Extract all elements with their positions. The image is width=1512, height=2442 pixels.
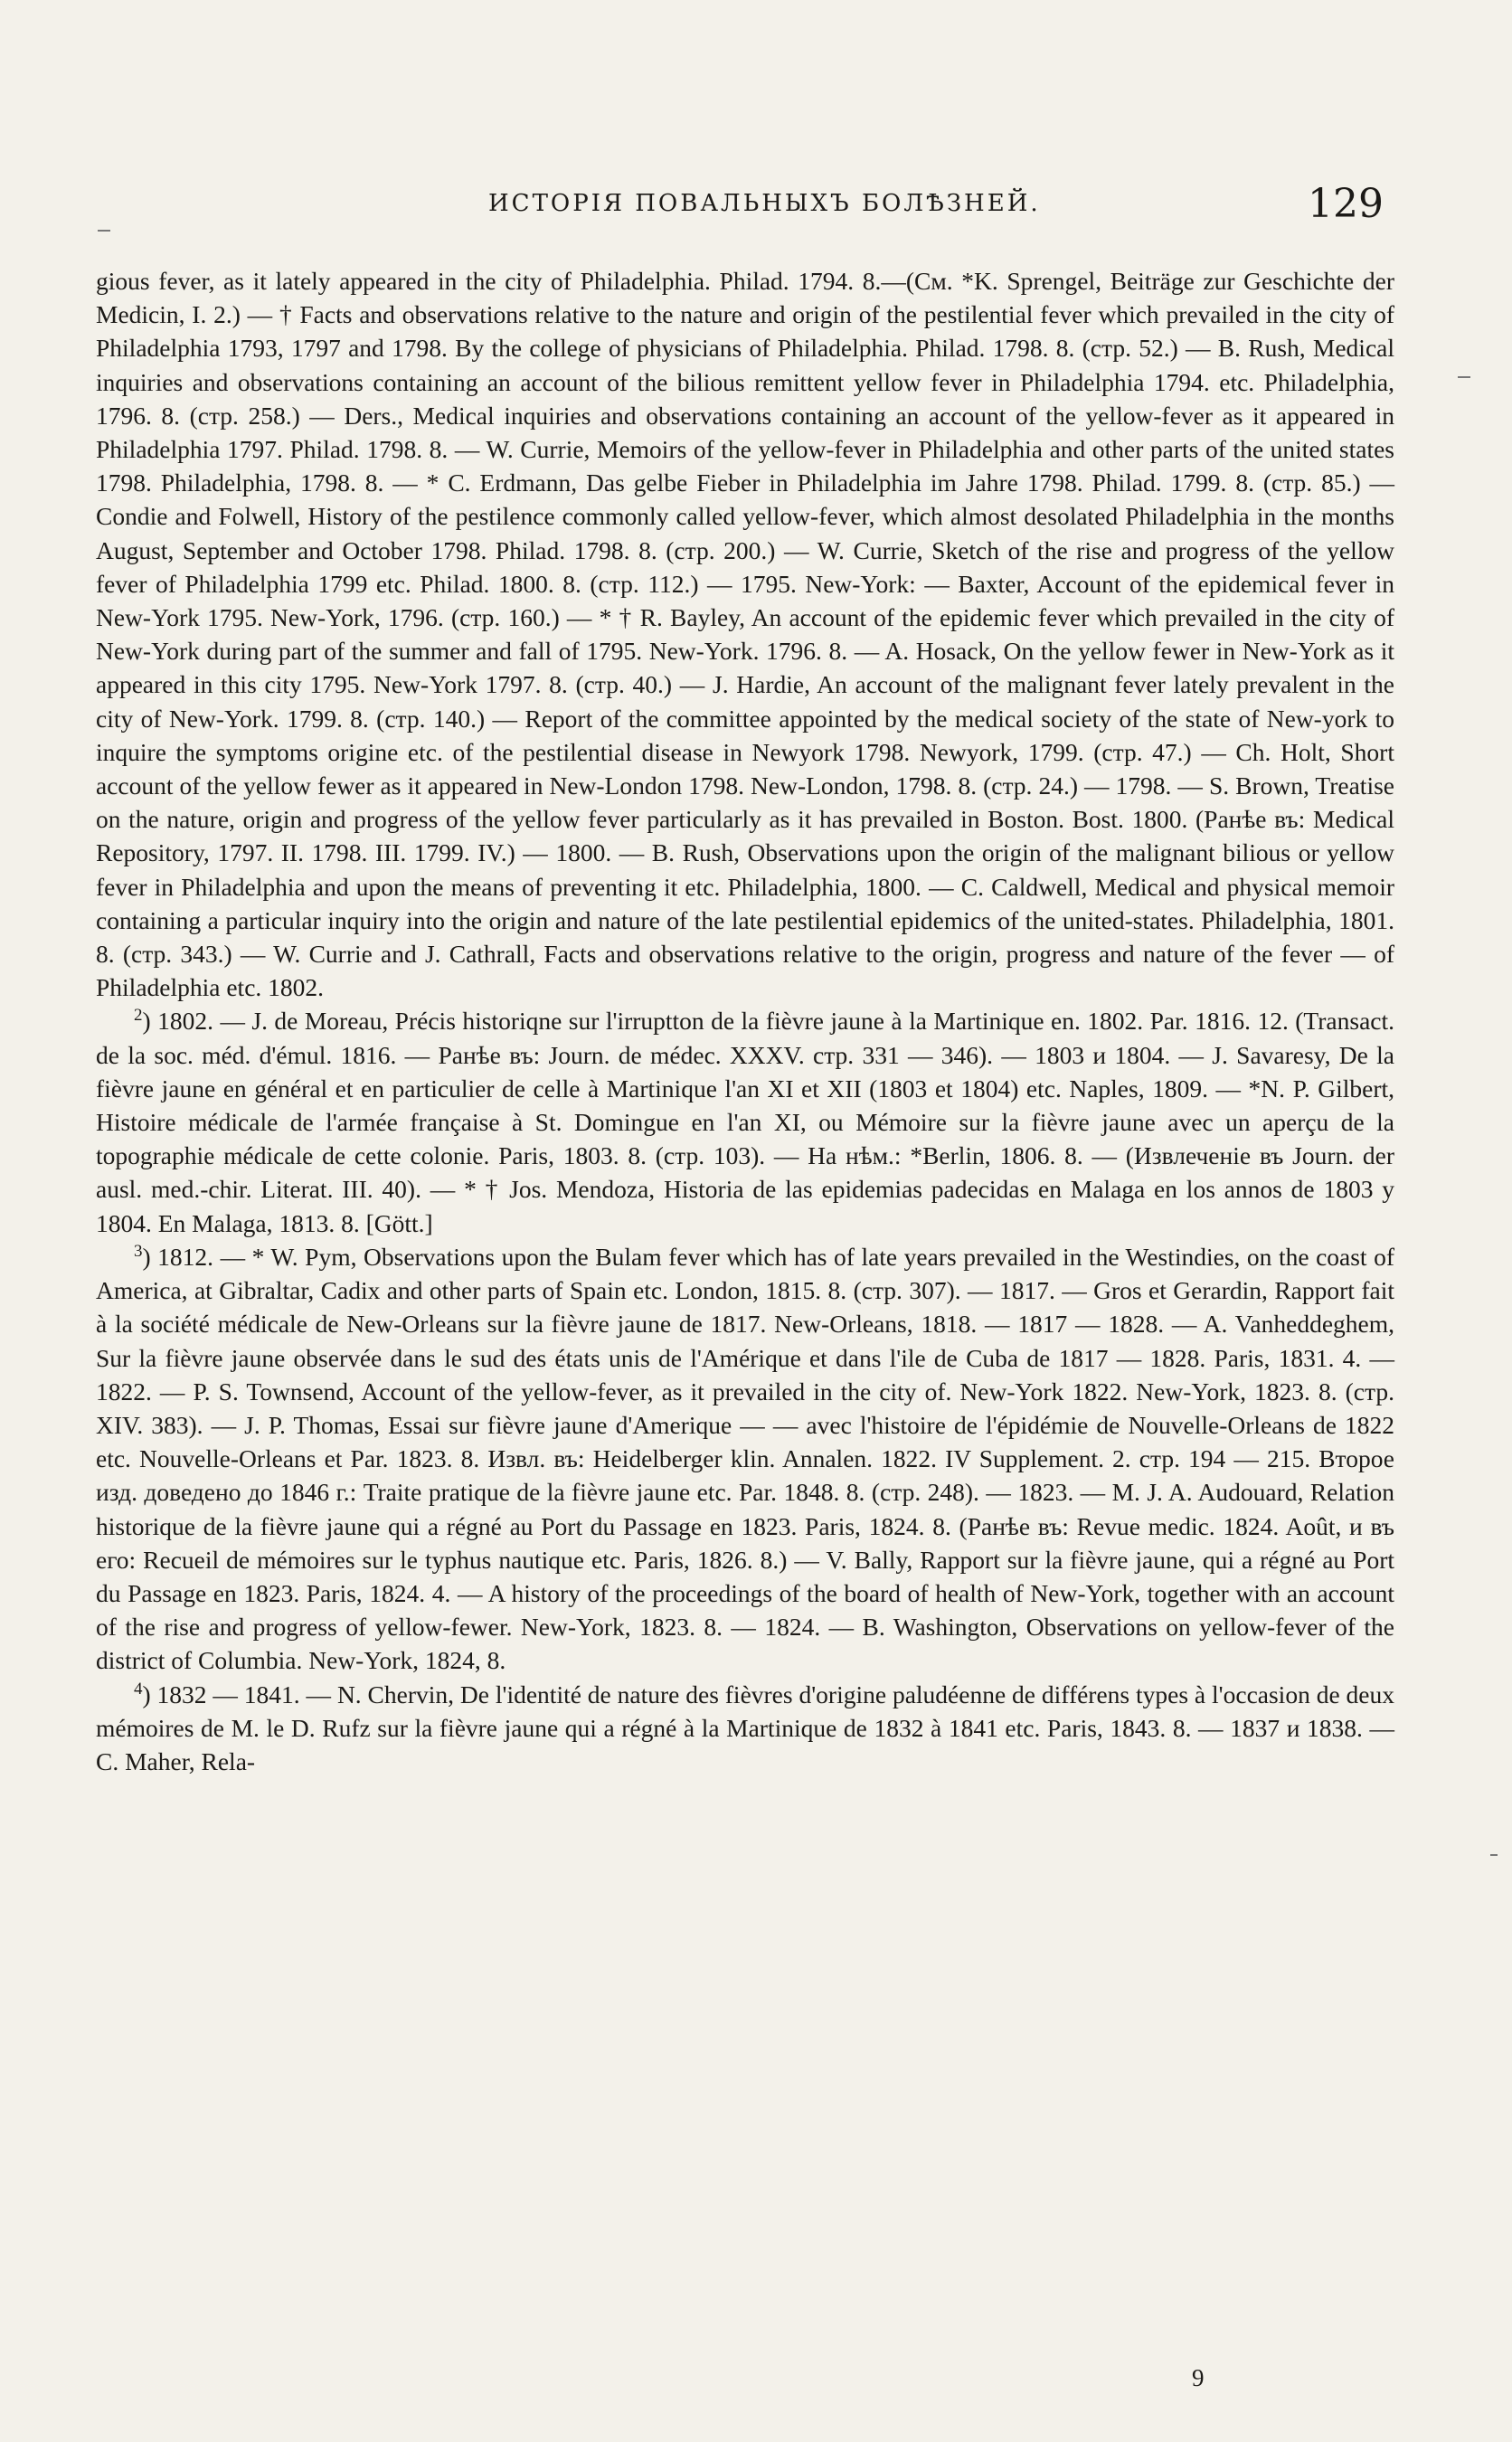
footnote-marker: 2: [134, 1006, 143, 1026]
paragraph-text: ) 1802. — J. de Moreau, Précis historiqne sur l'irruptton de la fièvre jaune à la Martinique en. 1802. Par. 1816. 12. (Transact. de la soc. méd. d'émul. 1816. — Ранѣе въ: Journ. de médec. XXXV. стр. 331 — 346). — 1803 и 1804. — J. Savaresy, De la fièvre jaune en général et en particulier de celle à Martinique l'an XI et XII (1803 et 1804) etc. Naples, 1809. — *N. P. Gilbert, Histoire médicale de l'armée française à St. Domingue en l'an XI, ou Mémoire sur la fièvre jaune avec un aperçu de la topographie médicale de cette colonie. Paris, 1803. 8. (стр. 103). — На нѣм.: *Berlin, 1806. 8. — (Извлеченіе въ Journ. der ausl. med.-chir. Literat. III. 40). — * † Jos. Mendoza, Historia de las epidemias padecidas en Malaga en los annos de 1803 y 1804. En Malaga, 1813. 8. [Gött.]: [96, 1007, 1394, 1237]
paragraph-text: ) 1812. — * W. Pym, Observations upon the Bulam fever which has of late years prevailed in the Westindies, on the coast of America, at Gibraltar, Cadix and other parts of Spain etc. London, 1815. 8. (стр. 307). — 1817. — Gros et Gerardin, Rapport fait à la société médicale de New-Orleans sur la fièvre jaune de 1817. New-Orleans, 1818. — 1817 — 1828. — A. Vanheddeghem, Sur la fièvre jaune observée dans le sud des états unis de l'Amérique et dans l'ile de Cuba de 1817 — 1828. Paris, 1831. 4. — 1822. — P. S. Townsend, Account of the yellow-fever, as it prevailed in the city of. New-York 1822. New-York, 1823. 8. (стр. XIV. 383). — J. P. Thomas, Essai sur fièvre jaune d'Amerique — — avec l'histoire de l'épidémie de Nouvelle-Orleans de 1822 etc. Nouvelle-Orleans et Par. 1823. 8. Извл. въ: Heidelberger klin. Annalen. 1822. IV Supplement. 2. стр. 194 — 215. Второе изд. доведено до 1846 г.: Traite pratique de la fièvre jaune etc. Par. 1848. 8. (стр. 248). — 1823. — M. J. A. Audouard, Relation historique de la fièvre jaune qui a régné au Port du Passage en 1823. Paris, 1824. 8. (Ранѣе въ: Revue medic. 1824. Août, и въ его: Recueil de mémoires sur le typhus nautique etc. Paris, 1826. 8.) — V. Bally, Rapport sur la fièvre jaune, qui a régné au Port du Passage en 1823. Paris, 1824. 4. — A history of the proceedings of the board of health of New-York, together with an account of the rise and progress of yellow-fewer. New-York, 1823. 8. — 1824. — B. Washington, Observations on yellow-fever of the district of Columbia. New-York, 1824, 8.: [96, 1242, 1394, 1675]
footnote-paragraph: [96, 1240, 1394, 1678]
footnote-paragraph: [96, 1004, 1394, 1239]
body-text: [96, 264, 1394, 1778]
paragraph-text: ) 1832 — 1841. — N. Chervin, De l'identité de nature des fièvres d'origine paludéenne de différens types à l'occasion de deux mémoires de M. le D. Rufz sur la fièvre jaune qui a régné à la Martinique de 1832 à 1841 etc. Paris, 1843. 8. — 1837 и 1838. — C. Maher, Rela-: [96, 1680, 1394, 1775]
footnote-marker: 4: [134, 1679, 143, 1699]
paragraph-continuation: [96, 264, 1394, 1004]
footnote-marker: 3: [134, 1241, 143, 1261]
margin-mark: [1490, 1854, 1498, 1856]
running-title: ИСТОРІЯ ПОВАЛЬНЫХЪ БОЛѢЗНЕЙ.: [488, 190, 1041, 217]
paragraph-text: gious fever, as it lately appeared in the city of Philadelphia. Philad. 1794. 8.—(См. *K. Sprengel, Beiträge zur Geschichte der Medicin, I. 2.) — † Facts and observations relative to the nature and origin of the pestilential fever which prevailed in the city of Philadelphia 1793, 1797 and 1798. By the college of physicians of Philadelphia. Philad. 1798. 8. (стр. 52.) — B. Rush, Medical inquiries and observations containing an account of the bilious remittent yellow fever in Philadelphia 1794. etc. Philadelphia, 1796. 8. (стр. 258.) — Ders., Medical inquiries and observations containing an account of the yellow-fever as it appeared in Philadelphia 1797. Philad. 1798. 8. — W. Currie, Memoirs of the yellow-fever in Philadelphia and other parts of the united states 1798. Philadelphia, 1798. 8. — * C. Erdmann, Das gelbe Fieber in Philadelphia im Jahre 1798. Philad. 1799. 8. (стр. 85.) — Condie and Folwell, History of the pestilence commonly called yellow-fever, which almost desolated Philadelphia in the months August, September and October 1798. Philad. 1798. 8. (стр. 200.) — W. Currie, Sketch of the rise and progress of the yellow fever of Philadelphia 1799 etc. Philad. 1800. 8. (стр. 112.) — 1795. New-York: — Baxter, Account of the epidemical fever in New-York 1795. New-York, 1796. (стр. 160.) — * † R. Bayley, An account of the epidemic fever which prevailed in the city of New-York during part of the summer and fall of 1795. New-York. 1796. 8. — A. Hosack, On the yellow fewer in New-York as it appeared in this city 1795. New-York 1797. 8. (стр. 40.) — J. Hardie, An account of the malignant fever lately prevalent in the city of New-York. 1799. 8. (стр. 140.) — Report of the committee appointed by the medical society of the state of New-york to inquire the symptoms origine etc. of the pestilential disease in Newyork 1798. Newyork, 1799. (стр. 47.) — Ch. Holt, Short account of the yellow fewer as it appeared in New-London 1798. New-London, 1798. 8. (стр. 24.) — 1798. — S. Brown, Treatise on the nature, origin and progress of the yellow fever particularly as it has prevailed in Boston. Bost. 1800. (Ранѣе въ: Medical Repository, 1797. II. 1798. III. 1799. IV.) — 1800. — B. Rush, Observations upon the origin of the malignant bilious or yellow fever in Philadelphia and upon the means of preventing it etc. Philadelphia, 1800. — C. Caldwell, Medical and physical memoir containing a particular inquiry into the origin and nature of the late pestilential epidemics of the united-states. Philadelphia, 1801. 8. (стр. 343.) — W. Currie and J. Cathrall, Facts and observations relative to the origin, progress and nature of the fever — of Philadelphia etc. 1802.: [96, 267, 1394, 1002]
margin-mark: [1458, 376, 1470, 378]
page-header: [90, 181, 1402, 235]
footnote-paragraph: [96, 1678, 1394, 1779]
page-number: 129: [1308, 181, 1384, 227]
signature-mark: 9: [1192, 2364, 1205, 2391]
